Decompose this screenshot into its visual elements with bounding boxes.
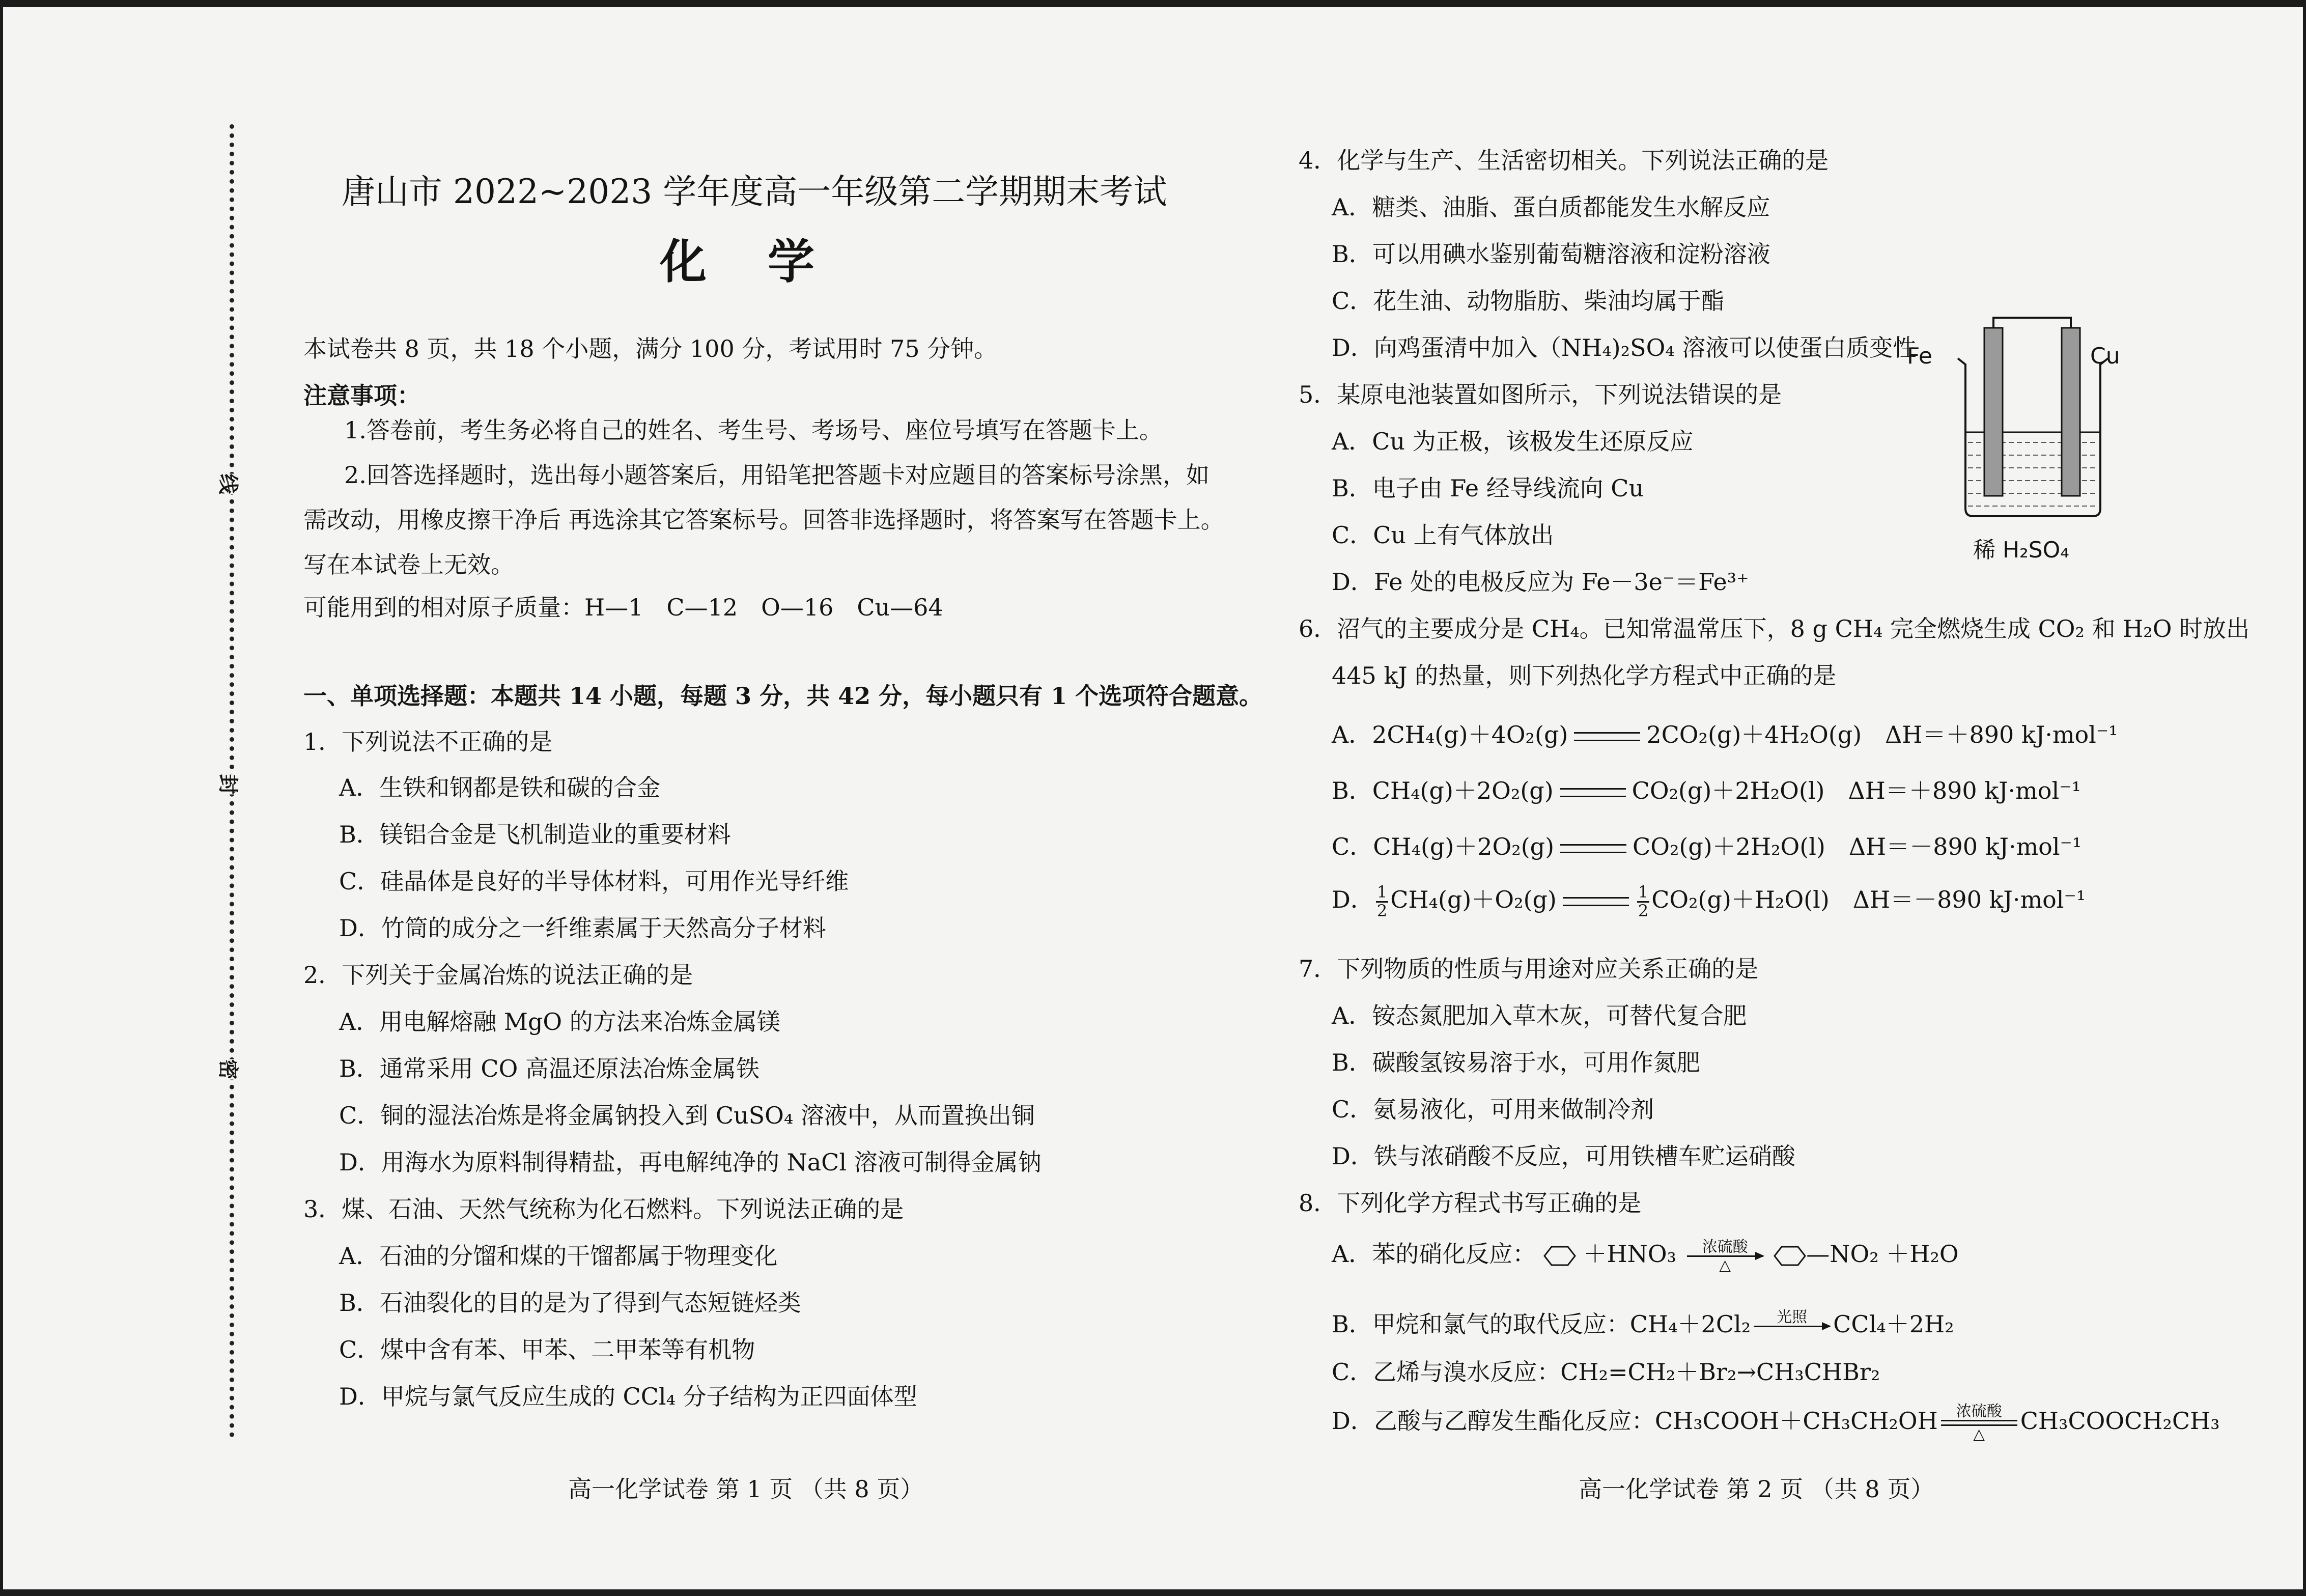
question-2: 2．下列关于金属冶炼的说法正确的是 xyxy=(303,961,693,989)
question-6-option-b xyxy=(1332,775,2081,806)
exam-intro: 本试卷共 8 页，共 18 个小题，满分 100 分，考试用时 75 分钟。 xyxy=(303,335,998,362)
question-4-option-b: B．可以用碘水鉴别葡萄糖溶液和淀粉溶液 xyxy=(1332,240,1770,268)
question-7-option-c: C．氨易液化，可用来做制冷剂 xyxy=(1332,1096,1654,1123)
equals-sign-icon xyxy=(1574,732,1640,741)
question-5-option-c: C．Cu 上有气体放出 xyxy=(1332,521,1554,549)
question-7-option-d: D．铁与浓硝酸不反应，可用铁槽车贮运硝酸 xyxy=(1332,1142,1795,1170)
question-2-option-d: D．用海水为原料制得精盐，再电解纯净的 NaCl 溶液可制得金属钠 xyxy=(339,1149,1042,1176)
question-6-option-a xyxy=(1332,719,2118,750)
fraction-half: $\frac{1}{2}$ xyxy=(1638,882,1649,920)
binding-mark-seal: 封 xyxy=(211,774,248,795)
question-8-option-d-left: D．乙酸与乙醇发生酯化反应：CH₃COOH＋CH₃CH₂OH xyxy=(1332,1407,1938,1435)
question-6-cont: 445 kJ 的热量，则下列热化学方程式中正确的是 xyxy=(1332,662,1837,689)
equals-sign-icon xyxy=(1563,897,1629,906)
reaction-arrow: 浓硫酸 △ xyxy=(1687,1239,1763,1274)
page-1-footer: 高一化学试卷 第 1 页 （共 8 页） xyxy=(568,1475,924,1503)
question-8-option-b xyxy=(1332,1308,1954,1344)
question-8-option-a-middle: ＋HNO₃ xyxy=(1583,1240,1677,1268)
question-8-option-a xyxy=(1332,1238,1959,1274)
question-1-option-b: B．镁铝合金是飞机制造业的重要材料 xyxy=(339,821,731,848)
section-heading: 一、单项选择题：本题共 14 小题，每题 3 分，共 42 分，每小题只有 1 个选项符合题意。 xyxy=(303,682,1263,710)
question-4-option-c: C．花生油、动物脂肪、柴油均属于酯 xyxy=(1332,287,1725,315)
binding-mark-line: 线 xyxy=(211,474,248,494)
question-2-option-c: C．铜的湿法冶炼是将金属钠投入到 CuSO₄ 溶液中，从而置换出铜 xyxy=(339,1102,1035,1129)
reversible-arrow: 浓硫酸 △ xyxy=(1941,1403,2017,1443)
question-3-option-d: D．甲烷与氯气反应生成的 CCl₄ 分子结构为正四面体型 xyxy=(339,1383,917,1410)
question-3: 3．煤、石油、天然气统称为化石燃料。下列说法正确的是 xyxy=(303,1195,904,1223)
equals-sign-icon xyxy=(1560,844,1626,853)
reaction-arrow: 光照 xyxy=(1754,1309,1830,1344)
question-8-option-a-prefix: A．苯的硝化反应： xyxy=(1332,1240,1536,1268)
exam-sheet xyxy=(3,7,2303,1589)
question-1-option-a: A．生铁和钢都是铁和碳的合金 xyxy=(339,774,661,801)
fe-electrode xyxy=(1984,328,2003,496)
notice-heading: 注意事项： xyxy=(303,382,420,409)
benzene-ring-icon xyxy=(1774,1245,1806,1267)
question-6-option-d-prefix: D． xyxy=(1332,886,1374,914)
question-7-option-b: B．碳酸氢铵易溶于水，可用作氮肥 xyxy=(1332,1049,1700,1076)
question-8-option-c: C．乙烯与溴水反应：CH₂=CH₂＋Br₂→CH₃CHBr₂ xyxy=(1332,1358,1880,1386)
question-5-option-a: A．Cu 为正极，该极发生还原反应 xyxy=(1332,428,1694,455)
question-5-option-b: B．电子由 Fe 经导线流向 Cu xyxy=(1332,474,1644,502)
question-7-option-a: A．铵态氮肥加入草木灰，可替代复合肥 xyxy=(1332,1002,1747,1029)
question-6-option-c-left: C．CH₄(g)＋2O₂(g) xyxy=(1332,833,1555,860)
galvanic-cell-figure xyxy=(1907,307,2131,563)
question-8-option-d xyxy=(1332,1403,2220,1443)
question-6-option-a-right: 2CO₂(g)＋4H₂O(g) ΔH＝＋890 kJ·mol⁻¹ xyxy=(1646,721,2118,748)
fraction-half: $\frac{1}{2}$ xyxy=(1376,882,1388,920)
question-3-option-a: A．石油的分馏和煤的干馏都属于物理变化 xyxy=(339,1242,778,1270)
question-2-option-a: A．用电解熔融 MgO 的方法来冶炼金属镁 xyxy=(339,1008,780,1035)
question-8-option-b-right: CCl₄＋2H₂ xyxy=(1833,1310,1954,1338)
notice-item-2-cont: 需改动，用橡皮擦干净后 再选涂其它答案标号。回答非选择题时，将答案写在答题卡上。 xyxy=(303,506,1224,534)
galvanic-cell-diagram xyxy=(1937,307,2131,521)
question-1-option-d: D．竹筒的成分之一纤维素属于天然高分子材料 xyxy=(339,914,826,942)
question-5-option-d: D．Fe 处的电极反应为 Fe－3e⁻＝Fe³⁺ xyxy=(1332,568,1749,596)
cu-electrode xyxy=(2062,328,2080,496)
question-6-option-c xyxy=(1332,831,2082,862)
question-8: 8．下列化学方程式书写正确的是 xyxy=(1299,1189,1642,1217)
question-7: 7．下列物质的性质与用途对应关系正确的是 xyxy=(1299,955,1759,983)
question-4-option-a: A．糖类、油脂、蛋白质都能发生水解反应 xyxy=(1332,193,1770,221)
question-6-option-a-left: A．2CH₄(g)＋4O₂(g) xyxy=(1332,721,1568,748)
page-2-footer: 高一化学试卷 第 2 页 （共 8 页） xyxy=(1579,1475,1934,1503)
question-8-option-d-right: CH₃COOCH₂CH₃ xyxy=(2020,1407,2220,1435)
question-6-option-b-left: B．CH₄(g)＋2O₂(g) xyxy=(1332,777,1554,804)
equals-sign-icon xyxy=(1560,788,1626,797)
question-6-option-d-right: CO₂(g)＋H₂O(l) ΔH＝－890 kJ·mol⁻¹ xyxy=(1651,886,2086,914)
question-8-option-b-left: B．甲烷和氯气的取代反应：CH₄＋2Cl₂ xyxy=(1332,1310,1751,1338)
notice-item-2-end: 写在本试卷上无效。 xyxy=(303,551,514,578)
question-4-option-d: D．向鸡蛋清中加入（NH₄)₂SO₄ 溶液可以使蛋白质变性 xyxy=(1332,334,1917,361)
question-6-option-b-right: CO₂(g)＋2H₂O(l) ΔH＝＋890 kJ·mol⁻¹ xyxy=(1632,777,2081,804)
question-5: 5．某原电池装置如图所示，下列说法错误的是 xyxy=(1299,381,1782,408)
exam-title: 唐山市 2022~2023 学年度高一年级第二学期期末考试 xyxy=(342,172,1167,211)
question-8-option-a-right: —NO₂ ＋H₂O xyxy=(1806,1240,1959,1268)
question-1: 1．下列说法不正确的是 xyxy=(303,728,553,755)
benzene-ring-icon xyxy=(1543,1245,1576,1267)
notice-item-1: 1.答卷前，考生务必将自己的姓名、考生号、考场号、座位号填写在答题卡上。 xyxy=(344,416,1163,444)
notice-item-2: 2.回答选择题时，选出每小题答案后，用铅笔把答题卡对应题目的答案标号涂黑，如 xyxy=(344,461,1210,489)
binding-mark-secret: 密 xyxy=(211,1059,248,1080)
electrolyte-caption: 稀 H₂SO₄ xyxy=(1973,537,2069,563)
exam-subject: 化学 xyxy=(660,234,876,289)
question-2-option-b: B．通常采用 CO 高温还原法冶炼金属铁 xyxy=(339,1055,760,1082)
question-3-option-b: B．石油裂化的目的是为了得到气态短链烃类 xyxy=(339,1289,801,1317)
question-4: 4．化学与生产、生活密切相关。下列说法正确的是 xyxy=(1299,147,1829,174)
cu-label: Cu xyxy=(2090,343,2120,369)
question-6-option-c-right: CO₂(g)＋2H₂O(l) ΔH＝－890 kJ·mol⁻¹ xyxy=(1633,833,2082,860)
question-3-option-c: C．煤中含有苯、甲苯、二甲苯等有机物 xyxy=(339,1336,755,1363)
question-1-option-c: C．硅晶体是良好的半导体材料，可用作光导纤维 xyxy=(339,867,849,895)
question-6-option-d xyxy=(1332,884,2086,919)
question-6-option-d-left: CH₄(g)＋O₂(g) xyxy=(1390,886,1557,914)
atomic-mass-note: 可能用到的相对原子质量：H—1 C—12 O—16 Cu—64 xyxy=(303,594,943,621)
question-6: 6．沼气的主要成分是 CH₄。已知常温常压下，8 g CH₄ 完全燃烧生成 CO₂ 和 H₂O 时放出 xyxy=(1299,615,2250,642)
fe-label: Fe xyxy=(1907,343,1932,369)
